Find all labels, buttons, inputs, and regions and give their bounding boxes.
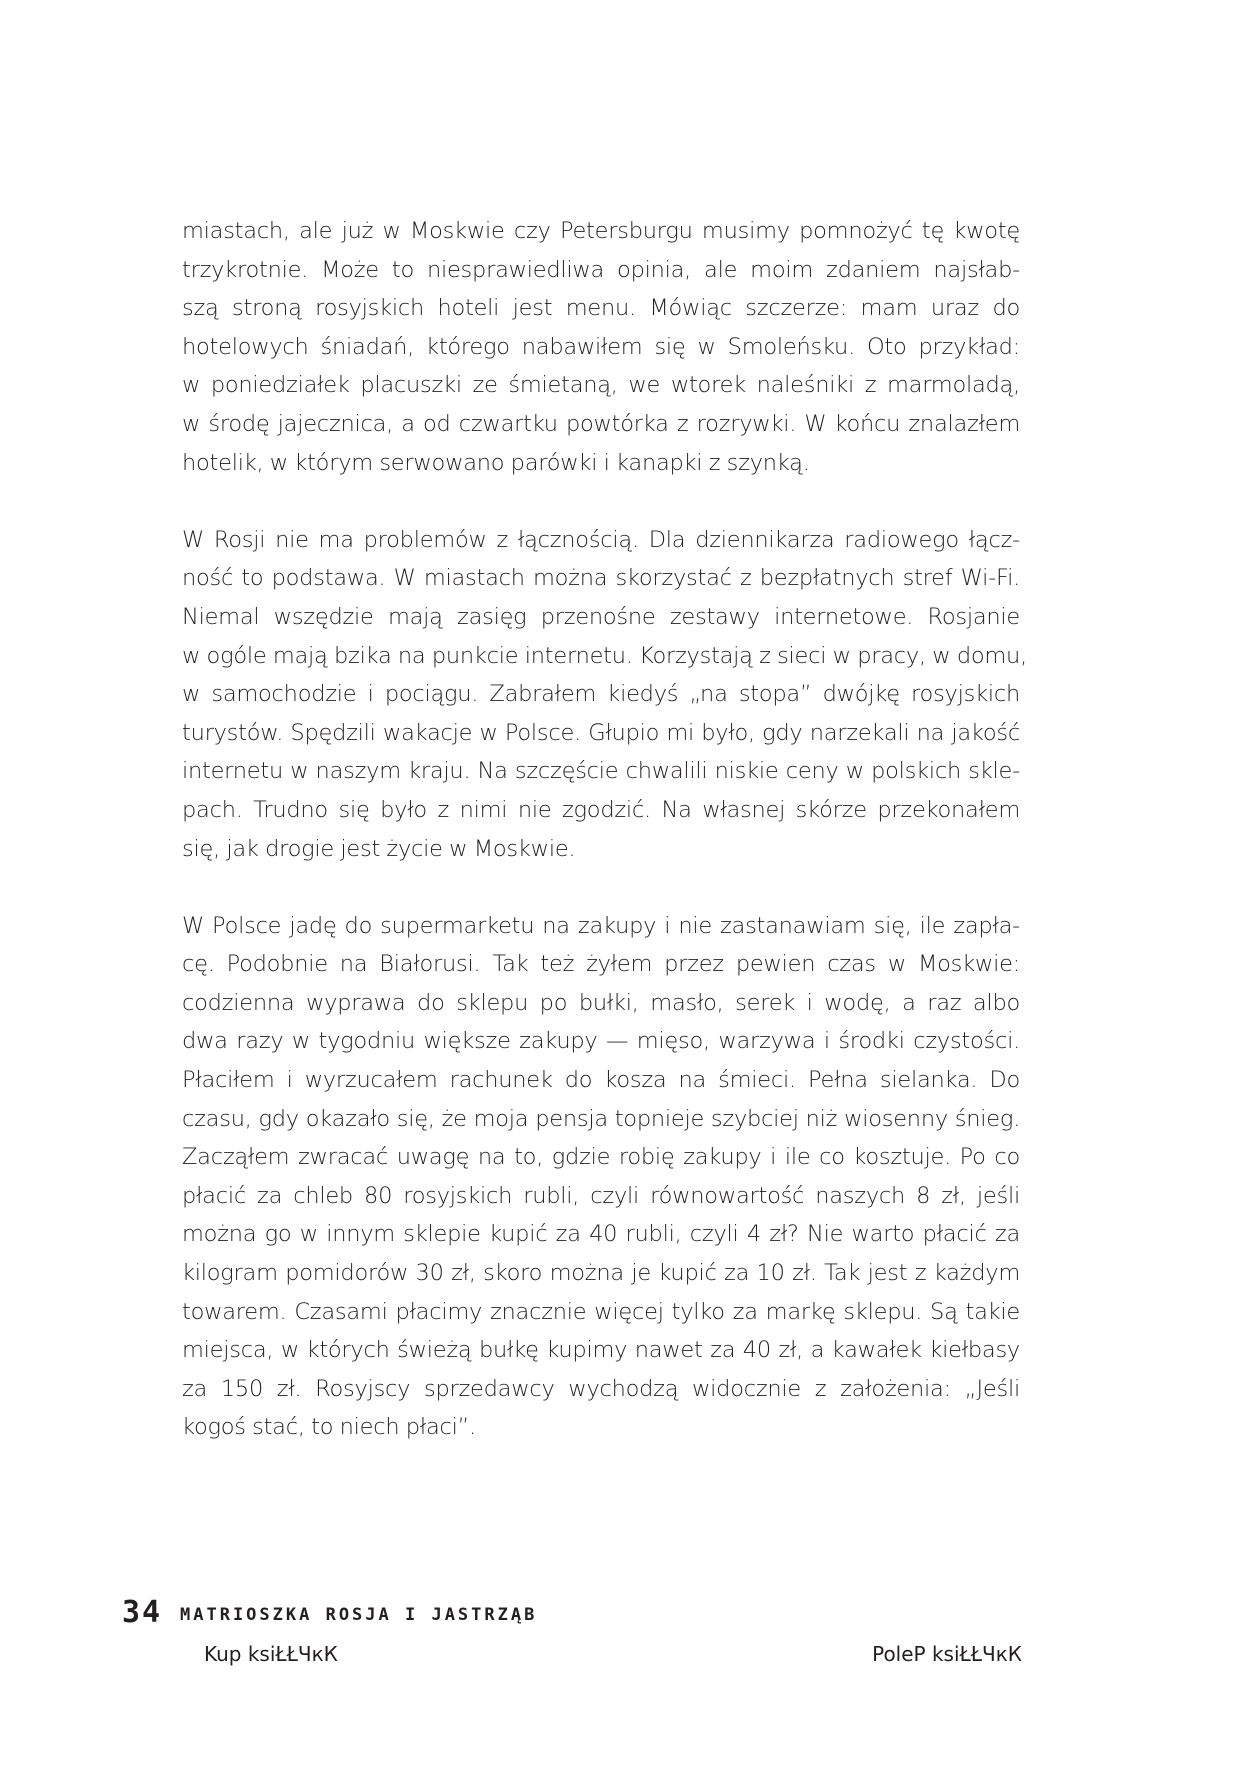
recommend-book-link[interactable]: PoleP ksiŁŁЧкК <box>872 1642 1022 1666</box>
text-line: kilogram pomidorów 30 zł, skoro można je kupić za 10 zł. Tak jest z każdym <box>182 1260 1020 1287</box>
text-line: codzienna wyprawa do sklepu po bułki, masło, serek i wodę, a raz albo <box>182 989 1020 1016</box>
text-line: czasu, gdy okazało się, że moja pensja topnieje szybciej niż wiosenny śnieg. <box>182 1105 1020 1132</box>
paragraph-2 <box>182 521 1027 868</box>
buy-book-link[interactable]: Kup ksiŁŁЧкК <box>204 1642 338 1666</box>
text-line: towarem. Czasami płacimy znacznie więcej tylko za markę sklepu. Są takie <box>182 1298 1020 1325</box>
text-line: Płaciłem i wyrzucałem rachunek do kosza na śmieci. Pełna sielanka. Do <box>182 1067 1020 1094</box>
text-line: się, jak drogie jest życie w Moskwie. <box>182 835 576 862</box>
text-line: w samochodzie i pociągu. Zabrałem kiedyś „na stopa” dwójkę rosyjskich <box>182 681 1020 708</box>
text-line: kogoś stać, to niech płaci”. <box>182 1414 476 1441</box>
text-line: hotelowych śniadań, którego nabawiłem się w Smoleńsku. Oto przykład: <box>182 333 1020 360</box>
text-line: cę. Podobnie na Białorusi. Tak też żyłem przez pewien czas w Moskwie: <box>182 951 1020 978</box>
page-number: 34 <box>122 1595 163 1630</box>
text-line: internetu w naszym kraju. Na szczęście chwalili niskie ceny w polskich skle- <box>182 758 1020 785</box>
text-line: w poniedziałek placuszki ze śmietaną, we wtorek naleśniki z marmoladą, <box>182 372 1020 399</box>
text-line: turystów. Spędzili wakacje w Polsce. Głupio mi było, gdy narzekali na jakość <box>182 719 1020 746</box>
text-line: W Rosji nie ma problemów z łącznością. Dla dziennikarza radiowego łącz- <box>182 526 1020 553</box>
text-line: ność to podstawa. W miastach można skorzystać z bezpłatnych stref Wi-Fi. <box>182 565 1020 592</box>
paragraph-3 <box>182 907 1020 1447</box>
body-text <box>182 212 1027 1486</box>
paragraph-1 <box>182 212 1020 482</box>
text-line: można go w innym sklepie kupić za 40 rubli, czyli 4 zł? Nie warto płacić za <box>182 1221 1020 1248</box>
page-footer <box>122 1595 1022 1678</box>
text-line: hotelik, w którym serwowano parówki i kanapki z szynką. <box>182 449 810 476</box>
text-line: miejsca, w których świeżą bułkę kupimy nawet za 40 zł, a kawałek kiełbasy <box>182 1337 1020 1364</box>
text-line: Zacząłem zwracać uwagę na to, gdzie robię zakupy i ile co kosztuje. Po co <box>182 1144 1020 1171</box>
text-line: miastach, ale już w Moskwie czy Petersburgu musimy pomnożyć tę kwotę <box>182 218 1020 244</box>
text-line: za 150 zł. Rosyjscy sprzedawcy wychodzą widocznie z założenia: „Jeśli <box>182 1375 1020 1402</box>
text-line: Niemal wszędzie mają zasięg przenośne zestawy internetowe. Rosjanie <box>182 603 1020 630</box>
text-line: w środę jajecznica, a od czwartku powtórka z rozrywki. W końcu znalazłem <box>182 410 1020 437</box>
running-title: MATRIOSZKA ROSJA I JASTRZĄB <box>180 1605 538 1625</box>
text-line: w ogóle mają bzika na punkcie internetu. Korzystają z sieci w pracy, w domu, <box>182 642 1027 669</box>
text-line: dwa razy w tygodniu większe zakupy — mięso, warzywa i środki czystości. <box>182 1028 1020 1055</box>
text-line: szą stroną rosyjskich hoteli jest menu. Mówiąc szczerze: mam uraz do <box>182 295 1020 322</box>
text-line: pach. Trudno się było z nimi nie zgodzić. Na własnej skórze przekonałem <box>182 796 1020 823</box>
text-line: płacić za chleb 80 rosyjskich rubli, czyli równowartość naszych 8 zł, jeśli <box>182 1182 1020 1209</box>
text-line: W Polsce jadę do supermarketu na zakupy i nie zastanawiam się, ile zapła- <box>182 912 1020 939</box>
text-line: trzykrotnie. Może to niesprawiedliwa opinia, ale moim zdaniem najsłab- <box>182 256 1020 283</box>
